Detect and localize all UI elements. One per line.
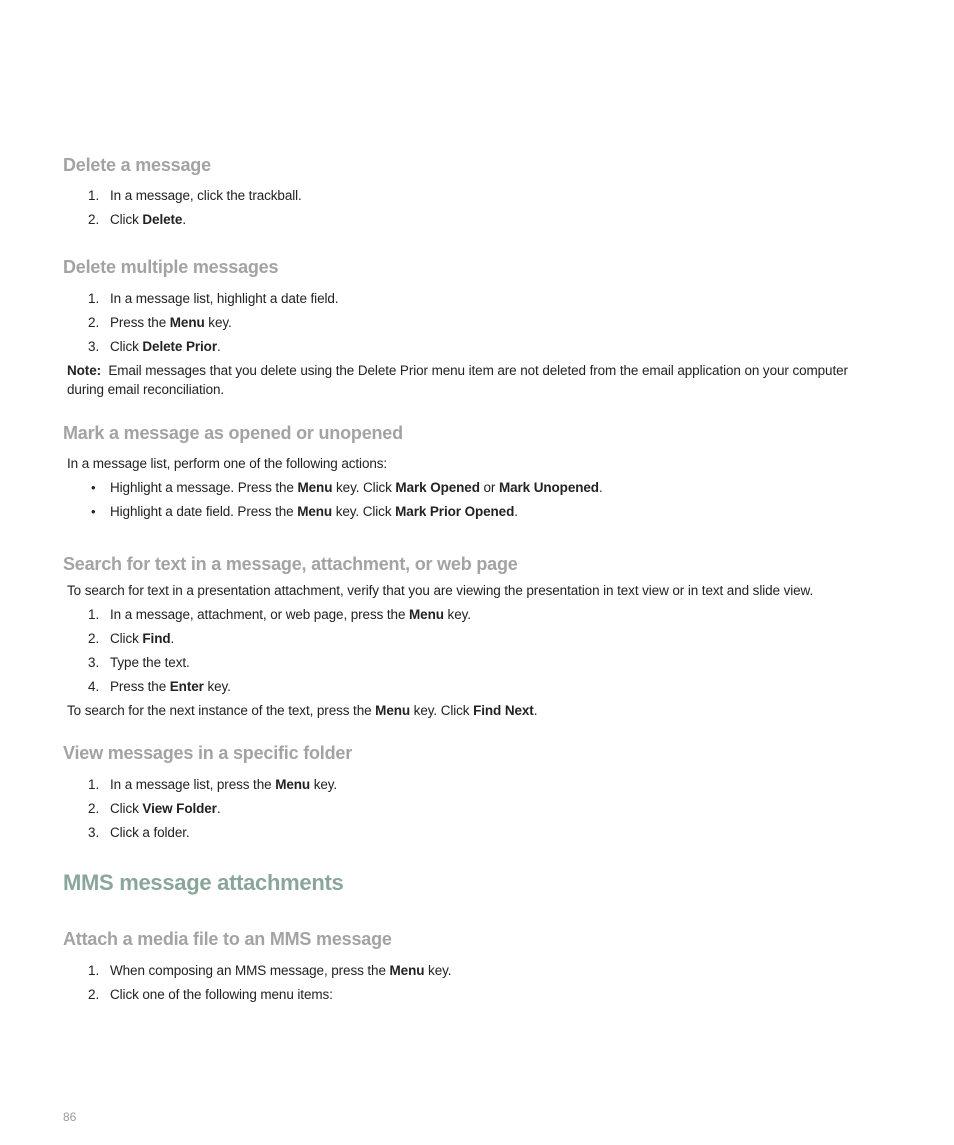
- heading-delete-message: Delete a message: [63, 155, 211, 175]
- note-label: Note:: [67, 363, 101, 378]
- step-text: In a message list, press the Menu key.: [110, 777, 338, 792]
- step-number: 1.: [88, 607, 100, 622]
- outro-text: To search for the next instance of the text, press the Menu key. Click Find Next.: [67, 703, 538, 718]
- step-number: 1.: [88, 291, 100, 306]
- step-text: When composing an MMS message, press the Menu key.: [110, 963, 452, 978]
- step-number: 3.: [88, 655, 100, 670]
- note-paragraph: [67, 361, 887, 399]
- step-text: In a message list, highlight a date field.: [110, 291, 339, 306]
- step-text: In a message, click the trackball.: [110, 188, 302, 203]
- heading-delete-multiple: Delete multiple messages: [63, 257, 279, 277]
- heading-mark-opened: Mark a message as opened or unopened: [63, 423, 403, 443]
- step-text: Click one of the following menu items:: [110, 987, 333, 1002]
- note-text: Email messages that you delete using the Delete Prior menu item are not deleted from the email application on your computer during email reconciliation.: [67, 363, 848, 397]
- chapter-title: MMS message attachments: [63, 870, 344, 895]
- step-number: 3.: [88, 339, 100, 354]
- page-number: 86: [63, 1110, 77, 1124]
- step-number: 2.: [88, 631, 100, 646]
- step-text: Click Delete.: [110, 212, 186, 227]
- step-text: Press the Enter key.: [110, 679, 231, 694]
- step-number: 1.: [88, 777, 100, 792]
- bullet-marker: •: [91, 504, 96, 519]
- step-number: 1.: [88, 188, 100, 203]
- intro-text: To search for text in a presentation attachment, verify that you are viewing the presentation in text view or in text and slide view.: [67, 583, 814, 598]
- bullet-item: Highlight a message. Press the Menu key. Click Mark Opened or Mark Unopened.: [110, 480, 603, 495]
- heading-attach-media: Attach a media file to an MMS message: [63, 929, 392, 949]
- step-number: 2.: [88, 212, 100, 227]
- step-number: 3.: [88, 825, 100, 840]
- step-text: In a message, attachment, or web page, press the Menu key.: [110, 607, 471, 622]
- step-text: Click a folder.: [110, 825, 190, 840]
- step-number: 2.: [88, 987, 100, 1002]
- step-number: 2.: [88, 801, 100, 816]
- bullet-marker: •: [91, 480, 96, 495]
- step-number: 2.: [88, 315, 100, 330]
- step-text: Click Find.: [110, 631, 175, 646]
- heading-search-text: Search for text in a message, attachment, or web page: [63, 554, 518, 574]
- step-text: Click View Folder.: [110, 801, 221, 816]
- step-number: 4.: [88, 679, 100, 694]
- step-number: 1.: [88, 963, 100, 978]
- step-text: Press the Menu key.: [110, 315, 232, 330]
- bullet-item: Highlight a date field. Press the Menu key. Click Mark Prior Opened.: [110, 504, 518, 519]
- intro-text: In a message list, perform one of the following actions:: [67, 456, 388, 471]
- step-text: Type the text.: [110, 655, 190, 670]
- step-text: Click Delete Prior.: [110, 339, 221, 354]
- heading-view-folder: View messages in a specific folder: [63, 743, 353, 763]
